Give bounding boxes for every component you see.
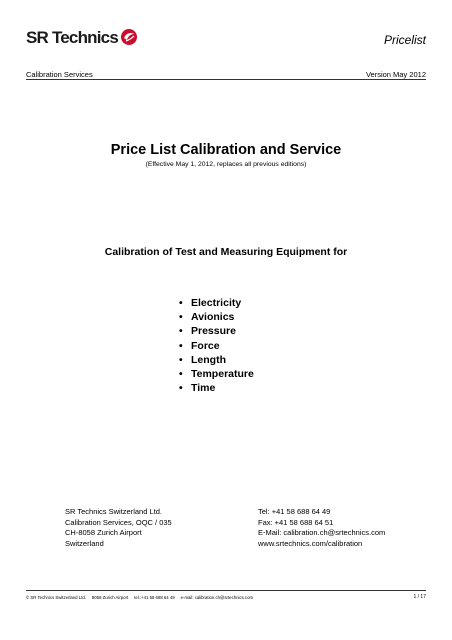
- contact-email[interactable]: E-Mail: calibration.ch@srtechnics.com: [258, 528, 386, 538]
- contact-info: [258, 507, 385, 549]
- header-divider: [26, 79, 426, 80]
- list-item: • Pressure: [179, 325, 236, 338]
- list-item-label: Time: [191, 382, 216, 395]
- address-country: Switzerland: [65, 538, 104, 548]
- list-item: • Electricity: [179, 297, 242, 309]
- address-city: CH-8058 Zurich Airport: [65, 528, 142, 538]
- list-item: • Time: [179, 382, 216, 395]
- list-item-label: Pressure: [191, 325, 236, 338]
- contact-phone: Tel: +41 58 688 64 49: [258, 507, 331, 516]
- footer-divider: [26, 590, 426, 591]
- list-item: • Avionics: [179, 311, 235, 324]
- postal-address: [65, 507, 172, 549]
- list-item-label: Avionics: [191, 311, 235, 324]
- document-type: Pricelist: [383, 33, 426, 47]
- company-logo: [26, 28, 138, 48]
- list-item-label: Electricity: [191, 297, 242, 309]
- discipline-list: [179, 296, 254, 395]
- list-item-label: Force: [191, 339, 220, 352]
- list-item: • Temperature: [179, 368, 254, 381]
- page-number: 1 / 17: [413, 594, 426, 600]
- list-item-label: Length: [191, 353, 226, 366]
- logo-text: SR Technics: [26, 28, 118, 47]
- list-item: • Force: [179, 339, 220, 352]
- contact-fax: Fax: +41 58 688 64 51: [258, 517, 334, 527]
- address-department: Calibration Services, OQC / 035: [65, 517, 172, 527]
- section-heading: Calibration of Test and Measuring Equipment for: [104, 246, 348, 258]
- list-item: • Length: [179, 353, 226, 366]
- section-label: Calibration Services: [26, 70, 93, 79]
- footer-text: © SR Technics Switzerland Ltd. 8058 Zurich Airport tel.:+41 58 688 64 49 e-mail: calibration.ch@srtechnics.com: [26, 595, 254, 600]
- version-label: Version May 2012: [365, 70, 426, 79]
- page-subtitle: (Effective May 1, 2012, replaces all previous editions): [145, 161, 307, 168]
- contact-website[interactable]: www.srtechnics.com/calibration: [258, 538, 363, 548]
- page-title: Price List Calibration and Service: [110, 142, 342, 158]
- list-item-label: Temperature: [191, 368, 254, 381]
- address-company: SR Technics Switzerland Ltd.: [65, 507, 162, 516]
- logo-swirl-icon: [120, 28, 138, 46]
